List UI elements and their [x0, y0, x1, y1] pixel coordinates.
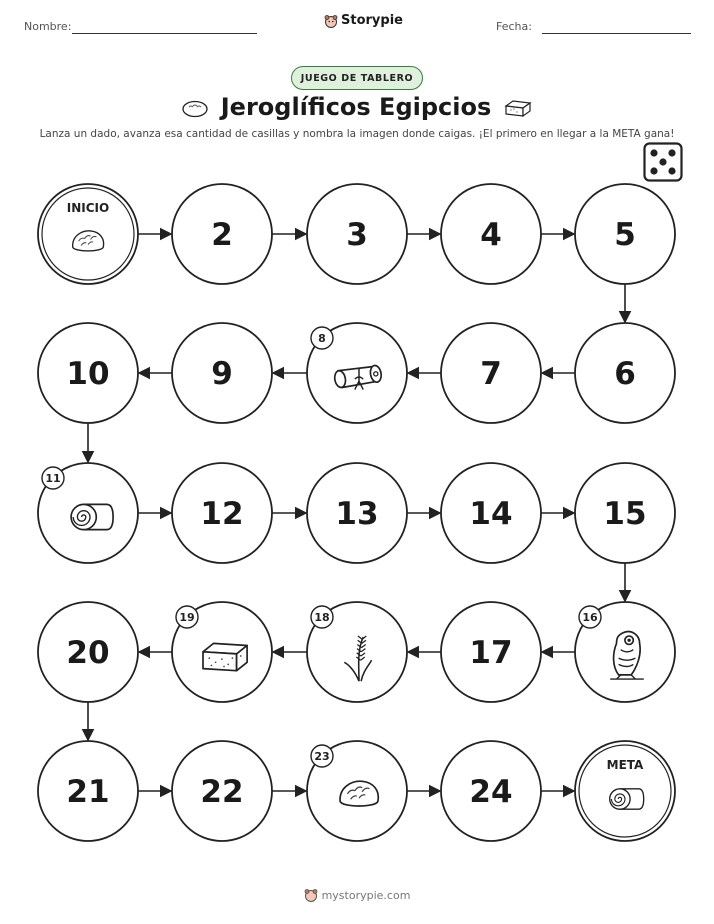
space-label: INICIO: [66, 201, 110, 215]
board-space: [172, 741, 272, 841]
space-number: 18: [314, 611, 330, 624]
brick-icon: [203, 643, 247, 670]
footer: [0, 888, 714, 902]
space-number: 2: [211, 217, 233, 253]
space-number: 23: [314, 750, 330, 763]
board-space: [38, 463, 138, 563]
storypie-mascot-icon: [304, 888, 318, 902]
board-space: [38, 741, 138, 841]
board-space: [172, 184, 272, 284]
finish-space: [575, 741, 675, 841]
space-number: 17: [469, 635, 513, 671]
space-number: 21: [66, 774, 110, 810]
start-space: [38, 184, 138, 284]
board-space: [441, 741, 541, 841]
board-space: [307, 323, 407, 423]
name-label: Nombre:: [24, 20, 72, 33]
space-number: 8: [318, 332, 326, 345]
space-number: 7: [480, 356, 502, 392]
title-text: Jeroglíficos Egipcios: [220, 93, 492, 121]
space-number: 11: [45, 472, 61, 485]
space-number: 9: [211, 356, 233, 392]
footer-url: mystorypie.com: [321, 888, 411, 902]
rolled-cloth-icon: [71, 504, 113, 529]
board-space: [307, 184, 407, 284]
board-space: [172, 602, 272, 702]
board-space: [307, 463, 407, 563]
board-space: [172, 463, 272, 563]
game-type-badge: JUEGO DE TABLERO: [291, 66, 423, 90]
space-number: 12: [200, 496, 244, 532]
board-space: [575, 602, 675, 702]
instructions-text: Lanza un dado, avanza esa cantidad de casillas y nombra la imagen donde caigas. ¡El primero en llegar a la META gana!: [39, 128, 675, 140]
board-space: [575, 323, 675, 423]
rolled-cloth-icon: [610, 789, 644, 809]
space-number: 15: [603, 496, 647, 532]
date-label: Fecha:: [496, 20, 532, 33]
board-space: [307, 602, 407, 702]
board-space: [441, 323, 541, 423]
space-number: 22: [200, 774, 244, 810]
board-space: [38, 602, 138, 702]
space-number: 14: [469, 496, 513, 532]
board-space: [441, 463, 541, 563]
board-space: [441, 602, 541, 702]
space-number: 10: [66, 356, 110, 392]
board-space: [172, 323, 272, 423]
space-number: 13: [335, 496, 379, 532]
space-number: 3: [346, 217, 368, 253]
board-space: [575, 184, 675, 284]
space-number: 24: [469, 774, 513, 810]
space-number: 19: [179, 611, 195, 624]
space-label: META: [606, 758, 644, 772]
board-space: [307, 741, 407, 841]
brand-name: Storypie: [341, 13, 403, 28]
space-number: 6: [614, 356, 636, 392]
board-space: [441, 184, 541, 284]
board-space: [575, 463, 675, 563]
board-space: [38, 323, 138, 423]
space-number: 5: [614, 217, 636, 253]
space-number: 20: [66, 635, 110, 671]
space-number: 16: [582, 611, 598, 624]
space-number: 4: [480, 217, 502, 253]
